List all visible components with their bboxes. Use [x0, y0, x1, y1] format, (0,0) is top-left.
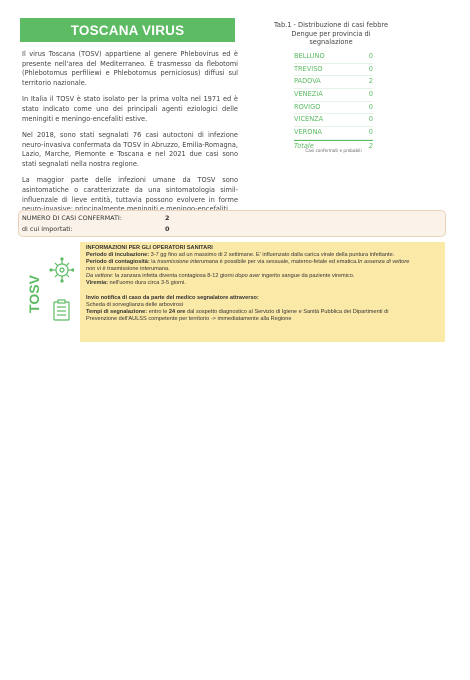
province-value: 2: [368, 77, 373, 86]
table-caption: Tab.1 - Distribuzione di casi febbre Dengue per provincia di segnalazione: [273, 21, 389, 47]
logo-text: TOSV: [26, 275, 42, 313]
province-value: 0: [368, 102, 373, 111]
notify-text: Scheda di sorveglianza delle arbovirosi: [86, 301, 184, 308]
province-value: 0: [368, 115, 373, 124]
table-note: Casi confermati e probabili: [305, 148, 362, 153]
contagion-line: Periodo di contagiosità: la trasmissione interumana è possibile per via sessuale, materno-fetale ed ematica.In assenza di vettore: [86, 259, 410, 266]
confirmed-row: [22, 214, 222, 224]
table-row: [294, 89, 373, 102]
imported-label: di cui importati:: [22, 225, 73, 233]
province-value: 0: [368, 52, 373, 60]
province-value: 0: [368, 128, 373, 137]
paragraph: In Italia il TOSV è stato isolato per la prima volta nel 1971 ed è stato indicato come uno dei principali agenti eziologici delle meningiti e meningo-encefaliti estive.: [22, 95, 238, 123]
cases-summary: [18, 210, 446, 237]
table-row: [294, 114, 373, 127]
total-label: Totale: [294, 141, 314, 150]
confirmed-value: 2: [165, 214, 170, 222]
province-name: ROVIGO: [294, 102, 321, 111]
vector-line: Da vettore: la zanzara infetta diventa contagiosa 8-12 giorni dopo aver ingerito sangue da paziente viremico.: [86, 273, 355, 280]
paragraph: Nel 2018, sono stati segnalati 76 casi autoctoni di infezione neuro-invasiva confermata da TOSV in Abruzzo, Emilia-Romagna, Lazio, Marche, Piemonte e Toscana e nel 2021 due casi sono stati segnalati nella nostra regione.: [22, 130, 238, 169]
notify-heading: Invio notifica di caso da parte del medico segnalatore attraverso:: [86, 294, 259, 301]
info-heading: INFORMAZIONI PER GLI OPERATORI SANITARI: [86, 245, 213, 251]
tosv-logo: [24, 245, 74, 343]
incubation-line: Periodo di incubazione: 3-7 gg fino ad un massimo di 2 settimane. E' influenzato dalla carica virale della puntura infettante.: [86, 252, 395, 259]
paragraph: La maggior parte delle infezioni umane da TOSV sono asintomatiche o caratterizzate da una sintomatologia simil-influenzale di lieve entità, tuttavia possono evolvere in forme: [22, 176, 238, 204]
timing-line-2: Prevenzione dell'AULSS competente per territorio -> immediatamente alla Regione: [86, 315, 292, 322]
clipboard-icon: [54, 300, 69, 320]
imported-value: 0: [165, 225, 170, 233]
province-name: VICENZA: [294, 115, 324, 124]
confirmed-label: NUMERO DI CASI CONFERMATI:: [22, 214, 122, 222]
table-row: [294, 102, 373, 115]
timing-line: Tempi di segnalazione: entro le 24 ore dal sospetto diagnostico al Servizio di Igiene e Sanità Pubblica dei Dipartimenti di: [86, 308, 389, 315]
table-row: [294, 76, 373, 89]
province-name: PADOVA: [294, 77, 321, 86]
province-name: TREVISO: [294, 64, 323, 73]
viremia-line: Viremia: nell'uomo dura circa 3-5 giorni.: [86, 280, 186, 287]
province-value: 0: [368, 64, 373, 73]
page-title: TOSCANA VIRUS: [20, 18, 235, 42]
table-row: [294, 64, 373, 77]
contagion-line-2: non vi è trasmissione interumana.: [86, 266, 170, 273]
health-operators-info: [80, 242, 445, 342]
province-name: BELLUNO: [294, 52, 325, 60]
virus-icon: [50, 258, 74, 282]
table-row: [294, 51, 373, 64]
total-value: 2: [368, 141, 373, 150]
table-row: [294, 127, 373, 140]
province-name: VERONA: [294, 128, 322, 137]
paragraph: Il virus Toscana (TOSV) appartiene al genere Phlebovirus ed è presente nell'area del Mediterraneo. È trasmesso da flebotomi (Phlebotomus perfiliewi e Phlebotomus perniciosus) diffusi sul territorio nazionale.: [22, 50, 238, 88]
imported-row: [22, 225, 222, 235]
province-name: VENEZIA: [294, 90, 323, 99]
intro-text: [22, 50, 238, 222]
province-table: [294, 51, 373, 153]
province-value: 0: [368, 90, 373, 99]
tosv-logo-graphic: [24, 245, 74, 343]
